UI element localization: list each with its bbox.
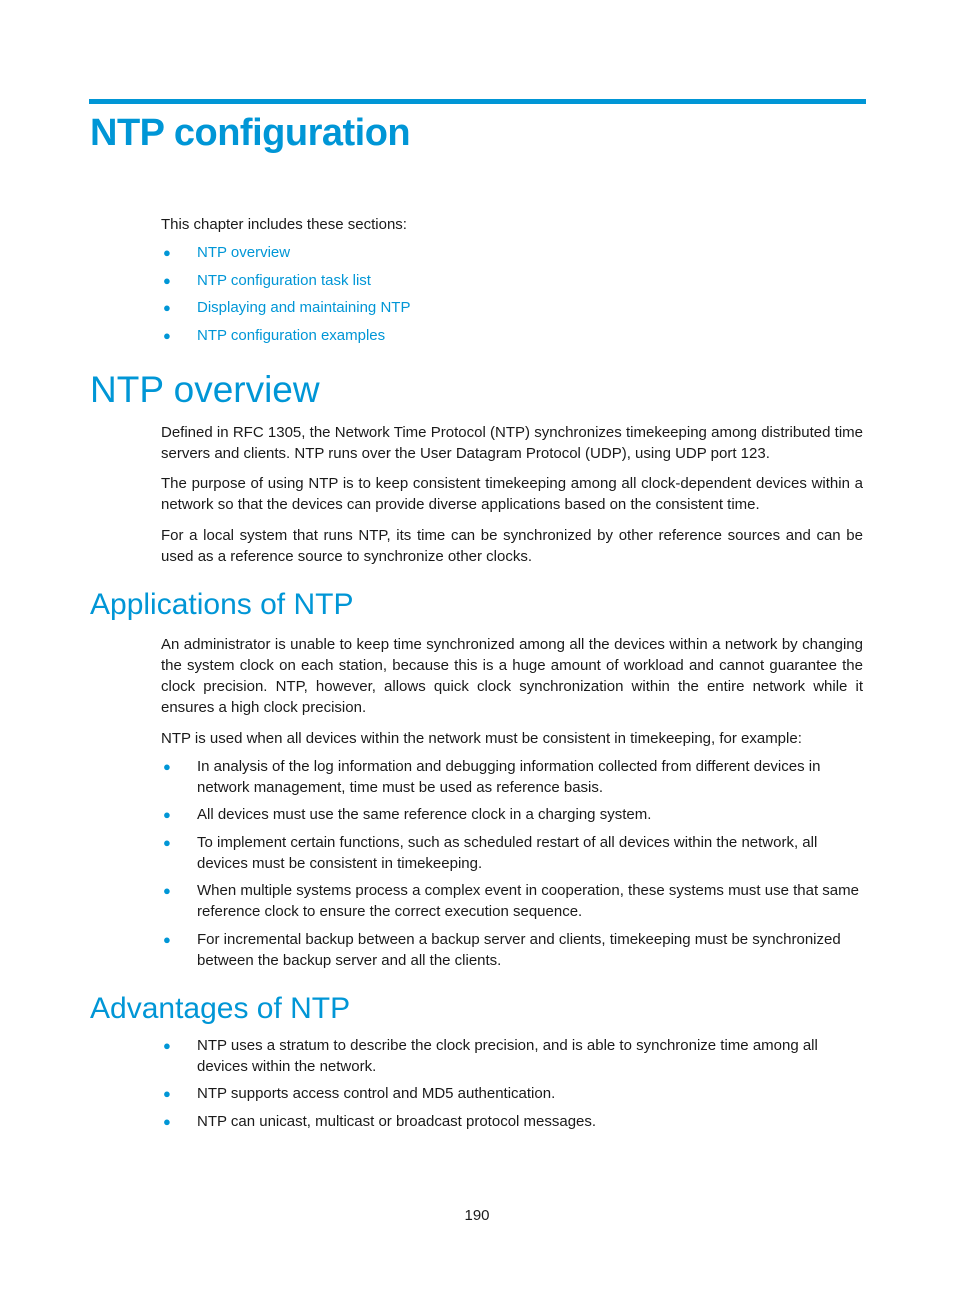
heading-advantages-of-ntp: Advantages of NTP	[90, 992, 351, 1025]
list-item	[161, 832, 863, 874]
link-ntp-configuration-examples[interactable]: NTP configuration examples	[197, 326, 386, 344]
bullet-icon: ●	[163, 1086, 171, 1101]
bullet-text: In analysis of the log information and debugging information collected from different devices in network management, time must be used as reference basis.	[197, 758, 821, 796]
heading-ntp-overview: NTP overview	[90, 369, 320, 410]
page-number: 190	[464, 1207, 490, 1224]
bullet-text: For incremental backup between a backup server and clients, timekeeping must be synchronized between the backup server and all the clients.	[197, 931, 841, 969]
bullet-icon: ●	[163, 272, 171, 288]
bullet-text: When multiple systems process a complex event in cooperation, these systems must use that same reference clock to ensure the correct execution sequence.	[197, 882, 859, 920]
bullet-icon: ●	[163, 1038, 171, 1053]
bullet-icon: ●	[163, 1114, 171, 1129]
list-item	[161, 804, 863, 825]
list-item	[161, 1035, 863, 1077]
chapter-title: NTP configuration	[90, 112, 411, 154]
heading-applications-of-ntp: Applications of NTP	[90, 588, 354, 621]
bullet-icon: ●	[163, 932, 171, 947]
overview-paragraph: Defined in RFC 1305, the Network Time Protocol (NTP) synchronizes timekeeping among distributed time servers and clients. NTP runs over the User Datagram Protocol (UDP), using UDP port 123.	[161, 424, 863, 462]
bullet-text: NTP uses a stratum to describe the clock precision, and is able to synchronize time among all devices within the network.	[197, 1037, 818, 1075]
list-item	[161, 756, 863, 798]
list-item	[161, 1111, 863, 1132]
bullet-icon: ●	[163, 883, 171, 898]
applications-paragraph: NTP is used when all devices within the network must be consistent in timekeeping, for example:	[161, 730, 802, 747]
overview-paragraph: For a local system that runs NTP, its time can be synchronized by other reference sources and can be used as a reference source to synchronize other clocks.	[161, 527, 863, 565]
bullet-icon: ●	[163, 327, 171, 343]
bullet-icon: ●	[163, 759, 171, 774]
advantages-bullet-list	[161, 1035, 863, 1132]
list-item	[161, 325, 863, 346]
link-ntp-configuration-task-list[interactable]: NTP configuration task list	[197, 271, 371, 289]
list-item	[161, 297, 863, 318]
bullet-icon: ●	[163, 835, 171, 850]
bullet-icon: ●	[163, 245, 171, 260]
intro-lead: This chapter includes these sections:	[161, 216, 407, 233]
bullet-icon: ●	[163, 300, 171, 315]
list-item	[161, 242, 863, 263]
list-item	[161, 929, 863, 971]
bullet-icon: ●	[163, 807, 171, 822]
bullet-text: To implement certain functions, such as scheduled restart of all devices within the network, all devices must be consistent in timekeeping.	[197, 834, 818, 872]
section-link-list	[161, 242, 863, 346]
bullet-text: NTP supports access control and MD5 authentication.	[197, 1085, 556, 1102]
link-ntp-overview[interactable]: NTP overview	[197, 244, 291, 261]
chapter-top-rule	[89, 99, 866, 104]
list-item	[161, 1083, 863, 1104]
list-item	[161, 880, 863, 922]
link-displaying-and-maintaining-ntp[interactable]: Displaying and maintaining NTP	[197, 299, 411, 316]
applications-bullet-list	[161, 756, 863, 971]
bullet-text: All devices must use the same reference clock in a charging system.	[197, 806, 652, 823]
overview-paragraph: The purpose of using NTP is to keep consistent timekeeping among all clock-dependent devices within a network so that the devices can provide diverse applications based on the consistent time.	[161, 475, 863, 513]
applications-paragraph: An administrator is unable to keep time synchronized among all the devices within a network by changing the system clock on each station, because this is a huge amount of workload and cannot guarantee the clock precision. NTP, however, allows quick clock synchronization within the entire network while it ensures a high clock precision.	[161, 636, 863, 716]
bullet-text: NTP can unicast, multicast or broadcast protocol messages.	[197, 1113, 597, 1130]
list-item	[161, 270, 863, 291]
